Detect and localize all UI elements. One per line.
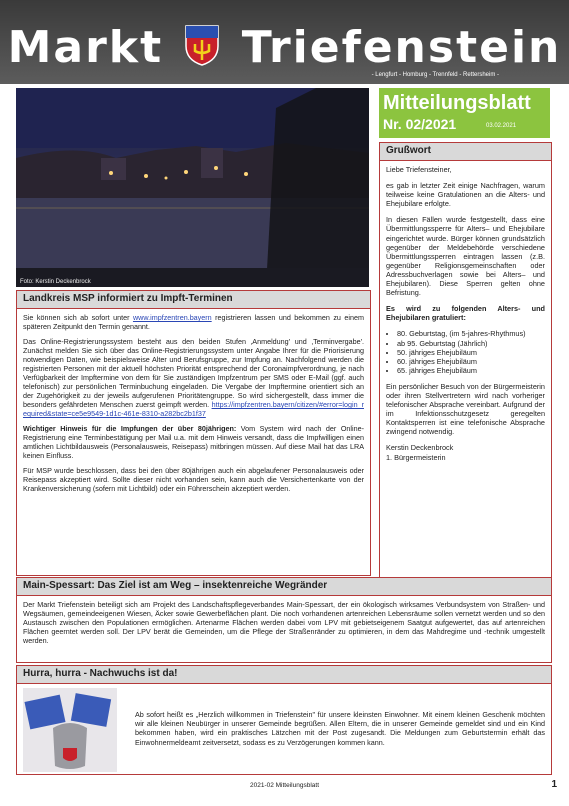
place-names: - Lengfurt - Homburg - Trennfeld - Rettersheim - xyxy=(371,72,499,78)
masthead-right: Triefenstein xyxy=(241,22,562,73)
impf-paragraph xyxy=(23,337,364,418)
signature-title: 1. Bürgermeisterin xyxy=(386,452,446,462)
list-item: • 80. Geburtstag, (im 5-jahres-Rhythmus) xyxy=(397,329,545,338)
impfzentren-link[interactable]: www.impfzentren.bayern xyxy=(132,313,212,322)
text-span: Vom System wird nach der Online-Registrierung eine Terminbestätigung per Mail u.a. mit dem Hinweis versandt, dass die Impfwilligen einen amtlichen Lichtbildausweis (Personalausweis, Reisepass) mitbringen müssen. Auf diese Mail hat das LRA keinen Einfluss. xyxy=(23,424,364,460)
masthead-left: Markt xyxy=(7,22,164,73)
nachwuchs-heading: Hurra, hurra - Nachwuchs ist da! xyxy=(17,666,551,684)
main-spessart-box xyxy=(16,577,552,663)
list-item: • 60. jähriges Ehejubiläum xyxy=(397,357,545,366)
nachwuchs-text: Ab sofort heißt es „Herzlich willkommen in Triefenstein" für unsere kleinsten Einwohner. Mit einem kleinen Geschenk möchten wir alle kleinen Neubürger in unserer Gemeinde begrüßen. Allen Eltern, die in unserer Gemeinde gemeldet sind und ein Kind bekommen haben, wird ein praktisches Lätzchen mit der Post zugesandt. Die Meldungen zum Geburtstermin erhält das Einwohnermeldeamt zeitversetzt, sodass es zu Verzögerungen kommen kann. xyxy=(135,710,545,747)
photo-night-town xyxy=(16,88,369,287)
list-item: • 65. jähriges Ehejubiläum xyxy=(397,366,545,375)
grusswort-paragraph: es gab in letzter Zeit einige Nachfragen, warum teilweise keine Gratulationen an die Alters- und Ehejubilare erfolgte. xyxy=(386,181,545,209)
text-span: Sie können sich ab sofort unter xyxy=(23,313,133,322)
page-number: 1 xyxy=(551,779,557,790)
masthead-title xyxy=(0,22,569,77)
grusswort-paragraph: Ein persönlicher Besuch von der Bürgermeisterin oder ihren Stellvertretern wird nach vorheriger telefonischer Absprache vereinbart. Aufgrund der im Infektionsschutzgesetz geregelten Kontaktsperren ist eine telefonische Absprache zwingend notwendig. xyxy=(386,381,545,437)
text-span: Das Online-Registrierungssystem besteht aus den beiden Stufen ‚Anmeldung' und ‚Terminvergabe'. Zunächst melden Sie sich über das Online-Registrierungssystem unter Angabe Ihrer für die Priorisierung notwendigen Daten, wie beispielsweise Alter und Berufsgruppe, zur Impfung an. Nachfolgend werden die registrierten Personen mit der aktuell höchsten Priorität entsprechend der Coronaimpfverordnung, je nach Verfügbarkeit der Impftermine von dem für Sie zuständigen Impfzentrum per SMS oder E-Mail (ggf. auch telefonisch) zur persönlichen Terminbuchung eingeladen. Die Vergabe der Impftermine orientiert sich an der Zugehörigkeit zu der jeweils aufgerufenen Prioritätengruppe. So wird sichergestellt, dass immer die besonders gefährdeten Menschen zuerst geimpft werden. xyxy=(23,337,364,409)
impf-paragraph xyxy=(23,424,364,460)
registration-link[interactable]: https://impfzentren.bayern/citizen/#error=login_required&state=ce5e9549-1d1c-461e-8310-a282bc2b1f37 xyxy=(23,400,364,418)
issue-number: Nr. 02/2021 xyxy=(383,116,457,132)
impf-paragraph xyxy=(23,313,364,331)
photo-illustration xyxy=(16,88,369,287)
list-item: • ab 95. Geburtstag (Jährlich) xyxy=(397,339,545,348)
masthead xyxy=(0,0,569,84)
impf-paragraph: Für MSP wurde beschlossen, dass bei den über 80jährigen auch ein abgelaufener Personalausweis oder Reisepass akzeptiert wird. Sollte dieser nicht vorhanden sein, kann auch die Versichertenkarte von der Krankenversicherung (sofern mit Lichtbild) oder ein Führerschein akzeptiert werden. xyxy=(23,466,364,493)
grusswort-paragraph: Es wird zu folgenden Alters- und Ehejubilaren gratuliert: xyxy=(386,304,545,323)
text-span: Wichtiger Hinweis für die Impfungen der über 80jährigen: xyxy=(23,424,237,433)
issue-date: 03.02.2021 xyxy=(486,123,517,129)
main-spessart-text: Der Markt Triefenstein beteiligt sich am Projekt des Landschaftspflegeverbandes Main-Spessart, der ein ökologisch wirksames Verbundsystem von Straßen- und Wegsäumen, gemeindeeigenen Wiesen, Äcker sowie Gewerbeflächen plant. Die noch vorhandenen artenreichen Lebensräume sollen vernetzt werden und so den Austausch zwischen den Populationen ermöglichen. Artenarme Flächen werden dabei vom LPV mit gebietseigenem Saatgut aufgewertet, das auf artenreichen Flächen geerntet werden soll. Der LPV berät die Gemeinden, um die Pflege der Straßenränder zu optimieren, in dem das Mahdregime und -technik umgestellt werden. xyxy=(23,600,545,645)
grusswort-box xyxy=(379,142,552,578)
coat-of-arms-icon xyxy=(184,24,220,77)
text-span: registrieren lassen und bekommen zu einem späteren Zeitpunkt den Termin genannt. xyxy=(23,313,364,331)
impf-box xyxy=(16,290,371,576)
nachwuchs-box xyxy=(16,665,552,775)
grusswort-paragraph: In diesen Fällen wurde festgestellt, dass eine Übermittlungssperre für Alters– und Ehejubilare eingerichtet wurde. Bürger können grundsätzlich gegenüber der Meldebehörde verschiedene Übermittlungssperren eintragen lassen (z.B. gegenüber Religionsgemeinschaften oder Adressbuchverlagen sowie bei Alters– und Ehejubilaren). Diese Sperren gelten ohne Befristung. xyxy=(386,215,545,298)
footer-label: 2021-02 Mitteilungsblatt xyxy=(249,782,319,789)
list-item: • 50. jähriges Ehejubiläum xyxy=(397,348,545,357)
main-spessart-heading: Main-Spessart: Das Ziel ist am Weg – insektenreiche Wegränder xyxy=(17,578,551,596)
grusswort-heading: Grußwort xyxy=(380,143,551,161)
photo-credit: Foto: Kerstin Deckenbrock xyxy=(20,279,91,285)
signature-name: Kerstin Deckenbrock xyxy=(386,443,454,453)
banner-title: Mitteilungsblatt xyxy=(383,92,531,114)
mitteilungsblatt-banner xyxy=(379,88,550,138)
jubilee-list xyxy=(386,329,545,374)
bib-photo xyxy=(23,688,117,772)
impf-heading: Landkreis MSP informiert zu Impft-Terminen xyxy=(17,291,370,309)
grusswort-salutation: Liebe Triefensteiner, xyxy=(386,165,452,174)
